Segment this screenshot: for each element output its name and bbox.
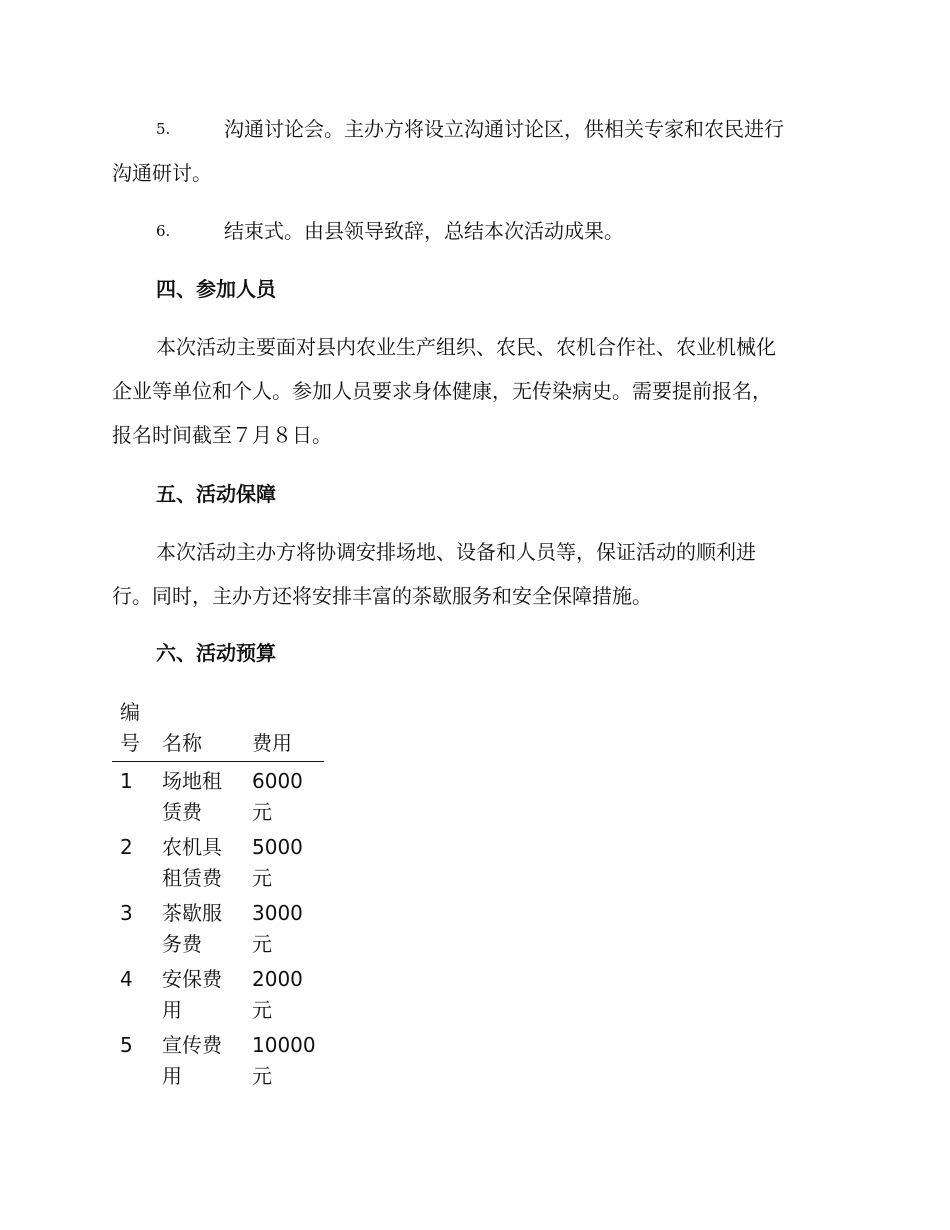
cell-fee: 2000 元 [252, 967, 303, 1022]
list-item-6 [112, 209, 837, 253]
paragraph-line: 报名时间截至７月８日。 [112, 423, 332, 447]
list-number: 6. [156, 222, 171, 240]
cell-fee: 10000 元 [252, 1033, 316, 1088]
cell-no: 3 [120, 901, 133, 925]
cell-name: 农机具 租赁费 [162, 835, 222, 890]
cell-no: 4 [120, 967, 133, 991]
header-text: 号 [120, 731, 140, 755]
section-heading-budget: 六、活动预算 [156, 641, 276, 665]
table-row [112, 894, 324, 960]
cell-name: 茶歇服 务费 [162, 901, 222, 956]
paragraph-line: 行。同时，主办方还将安排丰富的茶歇服务和安全保障措施。 [112, 584, 652, 608]
paragraph-guarantee [112, 530, 837, 618]
section-heading-participants: 四、参加人员 [156, 277, 276, 301]
paragraph-line: 本次活动主要面对县内农业生产组织、农民、农机合作社、农业机械化 [156, 335, 776, 359]
table-row [112, 762, 324, 828]
list-item-text-line: 沟通研讨。 [112, 161, 212, 185]
header-cell-name [162, 697, 252, 759]
cell-no: 5 [120, 1033, 133, 1057]
cell-name: 安保费 用 [162, 967, 222, 1022]
header-text: 费用 [252, 731, 292, 755]
header-text: 编 [120, 700, 140, 724]
header-text: 名称 [162, 731, 202, 755]
list-item-text-line: 结束式。由县领导致辞，总结本次活动成果。 [224, 219, 624, 243]
budget-table [112, 697, 324, 1092]
cell-no: 1 [120, 769, 133, 793]
table-row [112, 960, 324, 1026]
cell-no: 2 [120, 835, 133, 859]
header-cell-fee [252, 697, 324, 759]
list-number: 5. [156, 120, 171, 138]
cell-fee: 5000 元 [252, 835, 303, 890]
table-row [112, 1026, 324, 1092]
paragraph-line: 本次活动主办方将协调安排场地、设备和人员等，保证活动的顺利进 [156, 540, 756, 564]
list-item-5 [112, 107, 837, 195]
cell-fee: 3000 元 [252, 901, 303, 956]
cell-name: 场地租 赁费 [162, 769, 222, 824]
section-heading-guarantee: 五、活动保障 [156, 482, 276, 506]
cell-name: 宣传费 用 [162, 1033, 222, 1088]
paragraph-participants [112, 325, 837, 457]
header-cell-no [112, 697, 162, 759]
cell-fee: 6000 元 [252, 769, 303, 824]
table-row [112, 828, 324, 894]
table-header-row [112, 697, 324, 762]
list-item-text-line: 沟通讨论会。主办方将设立沟通讨论区，供相关专家和农民进行 [224, 117, 784, 141]
paragraph-line: 企业等单位和个人。参加人员要求身体健康，无传染病史。需要提前报名， [112, 379, 772, 403]
